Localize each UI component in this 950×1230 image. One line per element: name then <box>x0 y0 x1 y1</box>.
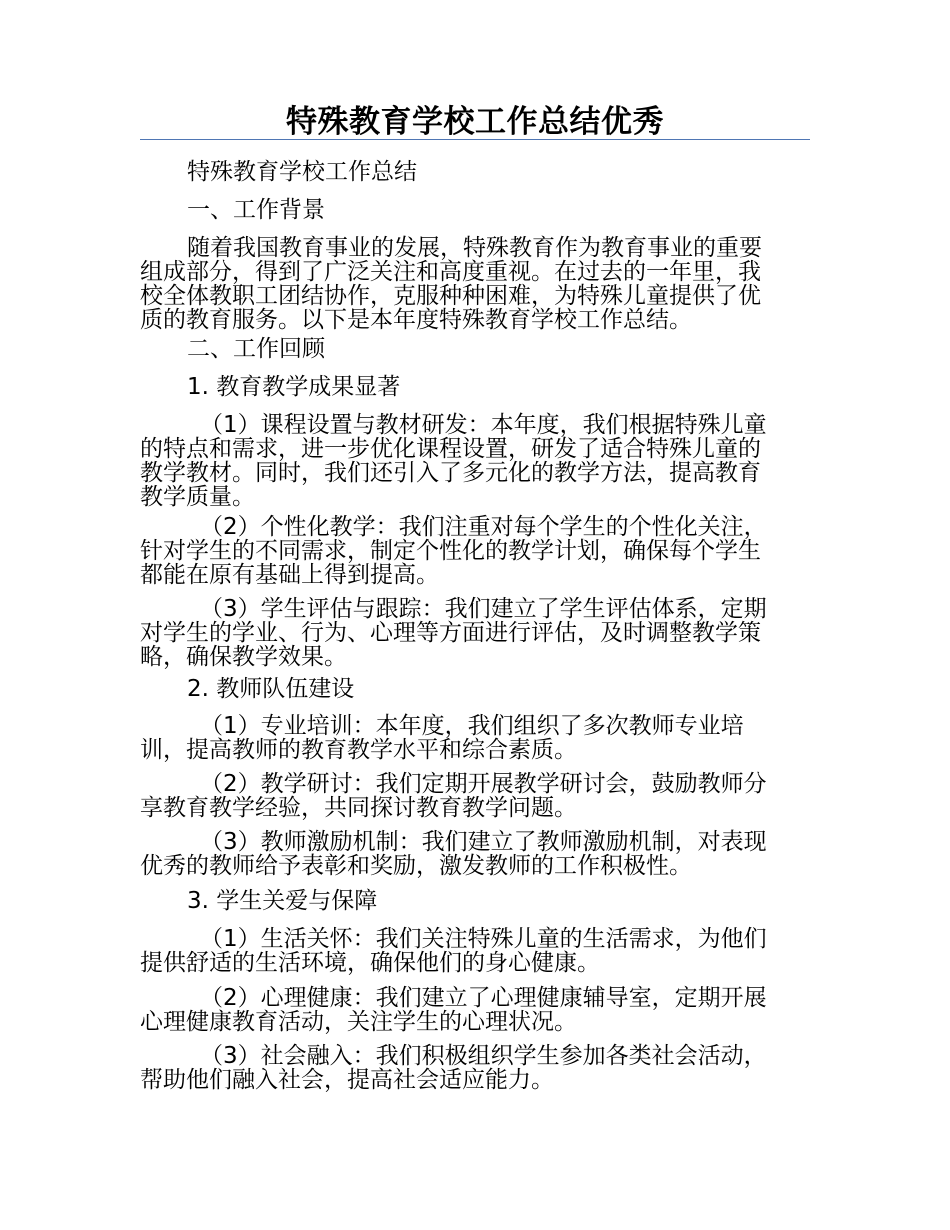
paragraph <box>140 198 810 222</box>
paragraph-line: 质的教育服务。以下是本年度特殊教育学校工作总结。 <box>140 307 692 333</box>
paragraph <box>140 160 810 184</box>
paragraph <box>140 986 810 1034</box>
paragraph-line: 都能在原有基础上得到提高。 <box>140 562 439 588</box>
paragraph <box>140 236 810 332</box>
paragraph-line: 教学教材。同时，我们还引入了多元化的教学方法，提高教育 <box>140 460 761 486</box>
paragraph <box>140 515 810 587</box>
paragraph <box>140 714 810 762</box>
paragraph-line: 对学生的学业、行为、心理等方面进行评估，及时调整教学策 <box>140 620 761 646</box>
paragraph-line: （2）个性化教学：我们注重对每个学生的个性化关注， <box>200 514 767 540</box>
paragraph-line: 1. 教育教学成果显著 <box>187 374 401 400</box>
paragraph <box>140 413 810 509</box>
paragraph-line: 训，提高教师的教育教学水平和综合素质。 <box>140 737 577 763</box>
paragraph-line: （3）社会融入：我们积极组织学生参加各类社会活动， <box>200 1043 767 1069</box>
paragraph-line: （3）教师激励机制：我们建立了教师激励机制，对表现 <box>200 829 767 855</box>
paragraph <box>140 1044 810 1092</box>
paragraph-line: （1）专业培训：本年度，我们组织了多次教师专业培 <box>200 713 744 739</box>
paragraph <box>140 889 810 913</box>
paragraph <box>140 677 810 701</box>
paragraph-line: 一、工作背景 <box>187 197 325 223</box>
paragraph <box>140 597 810 669</box>
paragraph <box>140 927 810 975</box>
paragraph-line: 针对学生的不同需求，制定个性化的教学计划，确保每个学生 <box>140 538 761 564</box>
paragraph-line: 略，确保教学效果。 <box>140 644 347 670</box>
paragraph-line: 享教育教学经验，共同探讨教育教学问题。 <box>140 795 577 821</box>
paragraph-line: 组成部分，得到了广泛关注和高度重视。在过去的一年里，我 <box>140 259 761 285</box>
paragraph-line: 随着我国教育事业的发展，特殊教育作为教育事业的重要 <box>187 235 762 261</box>
paragraph-line: 帮助他们融入社会，提高社会适应能力。 <box>140 1067 554 1093</box>
paragraph-line: 校全体教职工团结协作，克服种种困难，为特殊儿童提供了优 <box>140 283 761 309</box>
paragraph-line: 提供舒适的生活环境，确保他们的身心健康。 <box>140 950 600 976</box>
paragraph-line: 3. 学生关爱与保障 <box>187 888 378 914</box>
paragraph-line: （1）课程设置与教材研发：本年度，我们根据特殊儿童 <box>200 412 767 438</box>
paragraph-line: 二、工作回顾 <box>187 336 325 362</box>
paragraph-line: 心理健康教育活动，关注学生的心理状况。 <box>140 1009 577 1035</box>
paragraph-line: （3）学生评估与跟踪：我们建立了学生评估体系，定期 <box>200 596 767 622</box>
paragraph <box>140 830 810 878</box>
paragraph-line: 教学质量。 <box>140 484 255 510</box>
paragraph <box>140 772 810 820</box>
paragraph-line: （1）生活关怀：我们关注特殊儿童的生活需求，为他们 <box>200 926 767 952</box>
paragraph <box>140 375 810 399</box>
title-underline <box>140 139 810 140</box>
paragraph-line: 的特点和需求，进一步优化课程设置，研发了适合特殊儿童的 <box>140 436 761 462</box>
paragraph-line: （2）心理健康：我们建立了心理健康辅导室，定期开展 <box>200 985 767 1011</box>
document-title: 特殊教育学校工作总结优秀 <box>286 104 664 140</box>
paragraph-line: 2. 教师队伍建设 <box>187 676 355 702</box>
paragraph-line: （2）教学研讨：我们定期开展教学研讨会，鼓励教师分 <box>200 771 767 797</box>
paragraph <box>140 337 810 361</box>
paragraph-line: 特殊教育学校工作总结 <box>187 159 417 185</box>
paragraph-line: 优秀的教师给予表彰和奖励，激发教师的工作积极性。 <box>140 853 692 879</box>
